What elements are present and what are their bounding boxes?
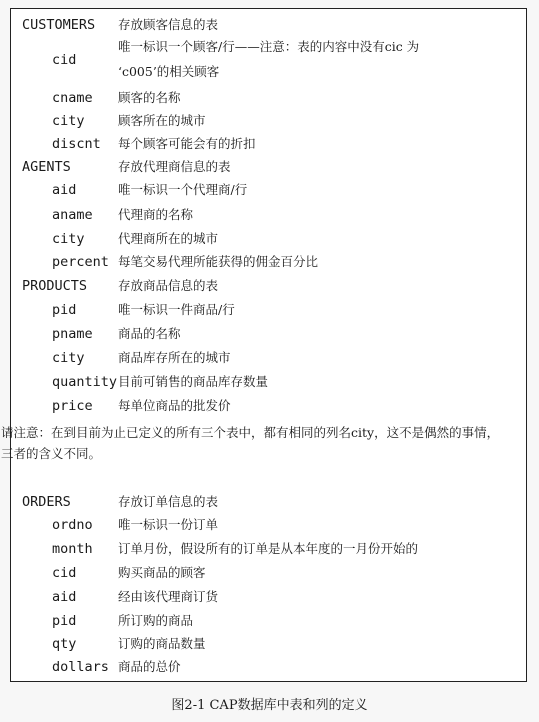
column-desc: 商品的名称 bbox=[118, 326, 181, 341]
column-desc: 订购的商品数量 bbox=[118, 636, 206, 651]
column-desc: 每个顾客可能会有的折扣 bbox=[118, 136, 256, 151]
column-name: aid bbox=[52, 182, 77, 198]
column-name: cid bbox=[52, 565, 77, 581]
column-desc: 目前可销售的商品库存数量 bbox=[118, 374, 269, 389]
column-name: pname bbox=[52, 326, 93, 342]
column-name: qty bbox=[52, 636, 77, 652]
table-name-customers: CUSTOMERS bbox=[22, 17, 96, 33]
column-desc: 订单月份，假设所有的订单是从本年度的一月份开始的 bbox=[118, 541, 419, 556]
column-name: price bbox=[52, 398, 93, 414]
table-desc-agents: 存放代理商信息的表 bbox=[118, 159, 231, 174]
table-name-orders: ORDERS bbox=[22, 494, 71, 510]
column-name: ordno bbox=[52, 517, 93, 533]
column-desc: 顾客所在的城市 bbox=[118, 113, 206, 128]
note-line-2: 三者的含义不同。 bbox=[1, 446, 102, 461]
column-name: aid bbox=[52, 589, 77, 605]
column-desc-continued: ‘c005’的相关顾客 bbox=[118, 64, 220, 79]
column-name: discnt bbox=[52, 136, 101, 152]
column-desc: 代理商所在的城市 bbox=[118, 231, 219, 246]
table-name-agents: AGENTS bbox=[22, 159, 71, 175]
column-desc: 顾客的名称 bbox=[118, 90, 181, 105]
column-desc: 每笔交易代理所能获得的佣金百分比 bbox=[118, 254, 319, 269]
definition-box bbox=[10, 8, 527, 682]
table-desc-customers: 存放顾客信息的表 bbox=[118, 17, 219, 32]
column-desc: 唯一标识一份订单 bbox=[118, 517, 219, 532]
column-name: cid bbox=[52, 52, 77, 68]
column-desc: 商品库存所在的城市 bbox=[118, 350, 231, 365]
column-desc: 代理商的名称 bbox=[118, 207, 194, 222]
column-name: aname bbox=[52, 207, 93, 223]
column-desc: 唯一标识一件商品/行 bbox=[118, 302, 235, 317]
column-name: percent bbox=[52, 254, 109, 270]
column-desc: 商品的总价 bbox=[118, 659, 181, 674]
table-name-products: PRODUCTS bbox=[22, 278, 88, 294]
column-name: city bbox=[52, 113, 85, 129]
table-desc-orders: 存放订单信息的表 bbox=[118, 494, 219, 509]
figure-caption: 图2-1 CAP数据库中表和列的定义 bbox=[171, 698, 368, 713]
column-name: dollars bbox=[52, 659, 109, 675]
note-line-1: 请注意：在到目前为止已定义的所有三个表中，都有相同的列名city，这不是偶然的事情， bbox=[1, 425, 500, 440]
column-name: cname bbox=[52, 90, 93, 106]
column-desc: 唯一标识一个代理商/行 bbox=[118, 182, 248, 197]
column-name: pid bbox=[52, 302, 77, 318]
column-desc: 唯一标识一个顾客/行——注意：表的内容中没有cic 为 bbox=[118, 39, 420, 54]
column-desc: 每单位商品的批发价 bbox=[118, 398, 231, 413]
column-name: pid bbox=[52, 613, 77, 629]
column-desc: 经由该代理商订货 bbox=[118, 589, 219, 604]
column-name: city bbox=[52, 231, 85, 247]
column-name: month bbox=[52, 541, 93, 557]
column-desc: 所订购的商品 bbox=[118, 613, 194, 628]
column-desc: 购买商品的顾客 bbox=[118, 565, 206, 580]
column-name: city bbox=[52, 350, 85, 366]
column-name: quantity bbox=[52, 374, 118, 390]
table-desc-products: 存放商品信息的表 bbox=[118, 278, 219, 293]
